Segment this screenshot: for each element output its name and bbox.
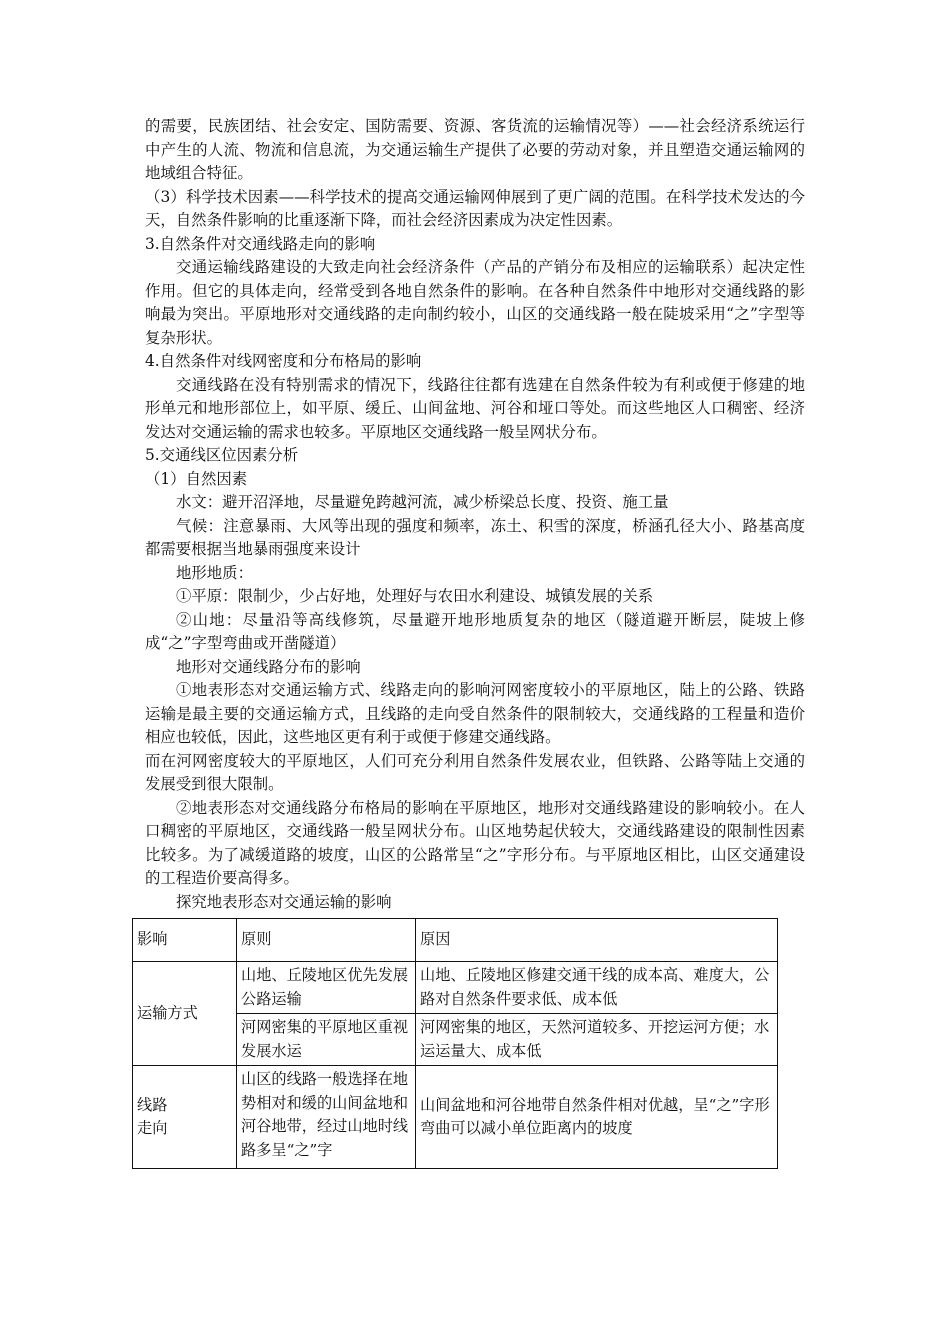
cell-principle [237,1066,416,1169]
table-caption: 探究地表形态对交通运输的影响 [176,892,392,911]
cell-reason: 山地、丘陵地区修建交通干线的成本高、难度大，公路对自然条件要求低、成本低 [416,962,778,1014]
header-reason: 原因 [416,919,778,962]
paragraph-surface-form-2: ②地表形态对交通线路分布格局的影响在平原地区，地形对交通线路建设的影响较小。在人口稠密的平原地区，交通线路一般呈网状分布。山区地势起伏较大，交通线路建设的限制性因素比较多。为了减缓道路的坡度，山区的公路常呈“之”字形分布。与平原地区相比，山区交通建设的工程造价要高得多。 [145,798,805,887]
paragraph-tech-factor: （3）科学技术因素——科学技术的提高交通运输网伸展到了更广阔的范围。在科学技术发达的今天，自然条件影响的比重逐渐下降，而社会经济因素成为决定性因素。 [145,187,805,229]
paragraph-network-density: 交通线路在没有特别需求的情况下，线路往往都有选建在自然条件较为有利或便于修建的地形单元和地形部位上，如平原、缓丘、山间盆地、河谷和垭口等处。而这些地区人口稠密、经济发达对交通运输的需求也较多。平原地区交通线路一般呈网状分布。 [145,375,805,441]
terrain-impact-table [132,918,778,1169]
header-principle: 原则 [237,919,416,962]
subheading-natural-factor: （1）自然因素 [145,469,248,488]
heading-5: 5.交通线区位因素分析 [145,446,299,464]
table-header-row [133,919,778,962]
cell-reason: 山间盆地和河谷地带自然条件相对优越，呈“之”字形弯曲可以减小单位距离内的坡度 [416,1066,778,1169]
paragraph-terrain-geology: 地形地质： [176,563,253,582]
paragraph-climate: 气候：注意暴雨、大风等出现的强度和频率，冻土、积雪的深度，桥涵孔径大小、路基高度都需要根据当地暴雨强度来设计 [145,516,805,558]
cell-transport-mode: 运输方式 [133,962,237,1066]
paragraph-dense-river-plain: 而在河网密度较大的平原地区，人们可充分利用自然条件发展农业，但铁路、公路等陆上交通的发展受到很大限制。 [145,751,805,793]
cell-principle: 河网密集的平原地区重视发展水运 [237,1014,416,1066]
paragraph-social-economic: 的需要，民族团结、社会安定、国防需要、资源、客货流的运输情况等）——社会经济系统运行中产生的人流、物流和信息流，为交通运输生产提供了必要的劳动对象，并且塑造交通运输网的地域组合特征。 [145,117,805,182]
header-impact: 影响 [133,919,237,962]
paragraph-terrain-effect-title: 地形对交通线路分布的影响 [176,657,361,676]
cell-route-direction-line2: 走向 [137,1119,168,1137]
paragraph-mountain: ②山地：尽量沿等高线修筑，尽量避开地形地质复杂的地区（隧道避开断层，陡坡上修成“之”字型弯曲或开凿隧道） [145,610,805,652]
cell-principle-text: 山区的线路一般选择在地势相对和缓的山间盆地和河谷地带，经过山地时线路多呈“之”字 [241,1070,409,1159]
paragraph-hydrology: 水文：避开沼泽地，尽量避免跨越河流，减少桥梁总长度、投资、施工量 [176,493,669,511]
cell-route-direction [133,1066,237,1169]
table-row [133,1066,778,1169]
paragraph-plain: ①平原：限制少，少占好地，处理好与农田水利建设、城镇发展的关系 [176,587,654,605]
paragraph-route-direction: 交通运输线路建设的大致走向社会经济条件（产品的产销分布及相应的运输联系）起决定性作用。但它的具体走向，经常受到各地自然条件的影响。在各种自然条件中地形对交通线路的影响最为突出。平原地形对交通线路的走向制约较小，山区的交通线路一般在陡坡采用“之”字型等复杂形状。 [145,258,805,347]
heading-4: 4.自然条件对线网密度和分布格局的影响 [145,352,422,370]
paragraph-surface-form-1: ①地表形态对交通运输方式、线路走向的影响河网密度较小的平原地区，陆上的公路、铁路运输是最主要的交通运输方式，且线路的走向受自然条件的限制较大，交通线路的工程量和造价相应也较低，因此，这些地区更有利于或便于修建交通线路。 [145,681,805,746]
cell-route-direction-line1: 线路 [137,1095,168,1114]
heading-3: 3.自然条件对交通线路走向的影响 [145,234,376,253]
cell-reason: 河网密集的地区，天然河道较多、开挖运河方便；水运运量大、成本低 [416,1014,778,1066]
document-body [137,115,805,1169]
cell-principle: 山地、丘陵地区优先发展公路运输 [237,962,416,1014]
table-row [133,962,778,1014]
